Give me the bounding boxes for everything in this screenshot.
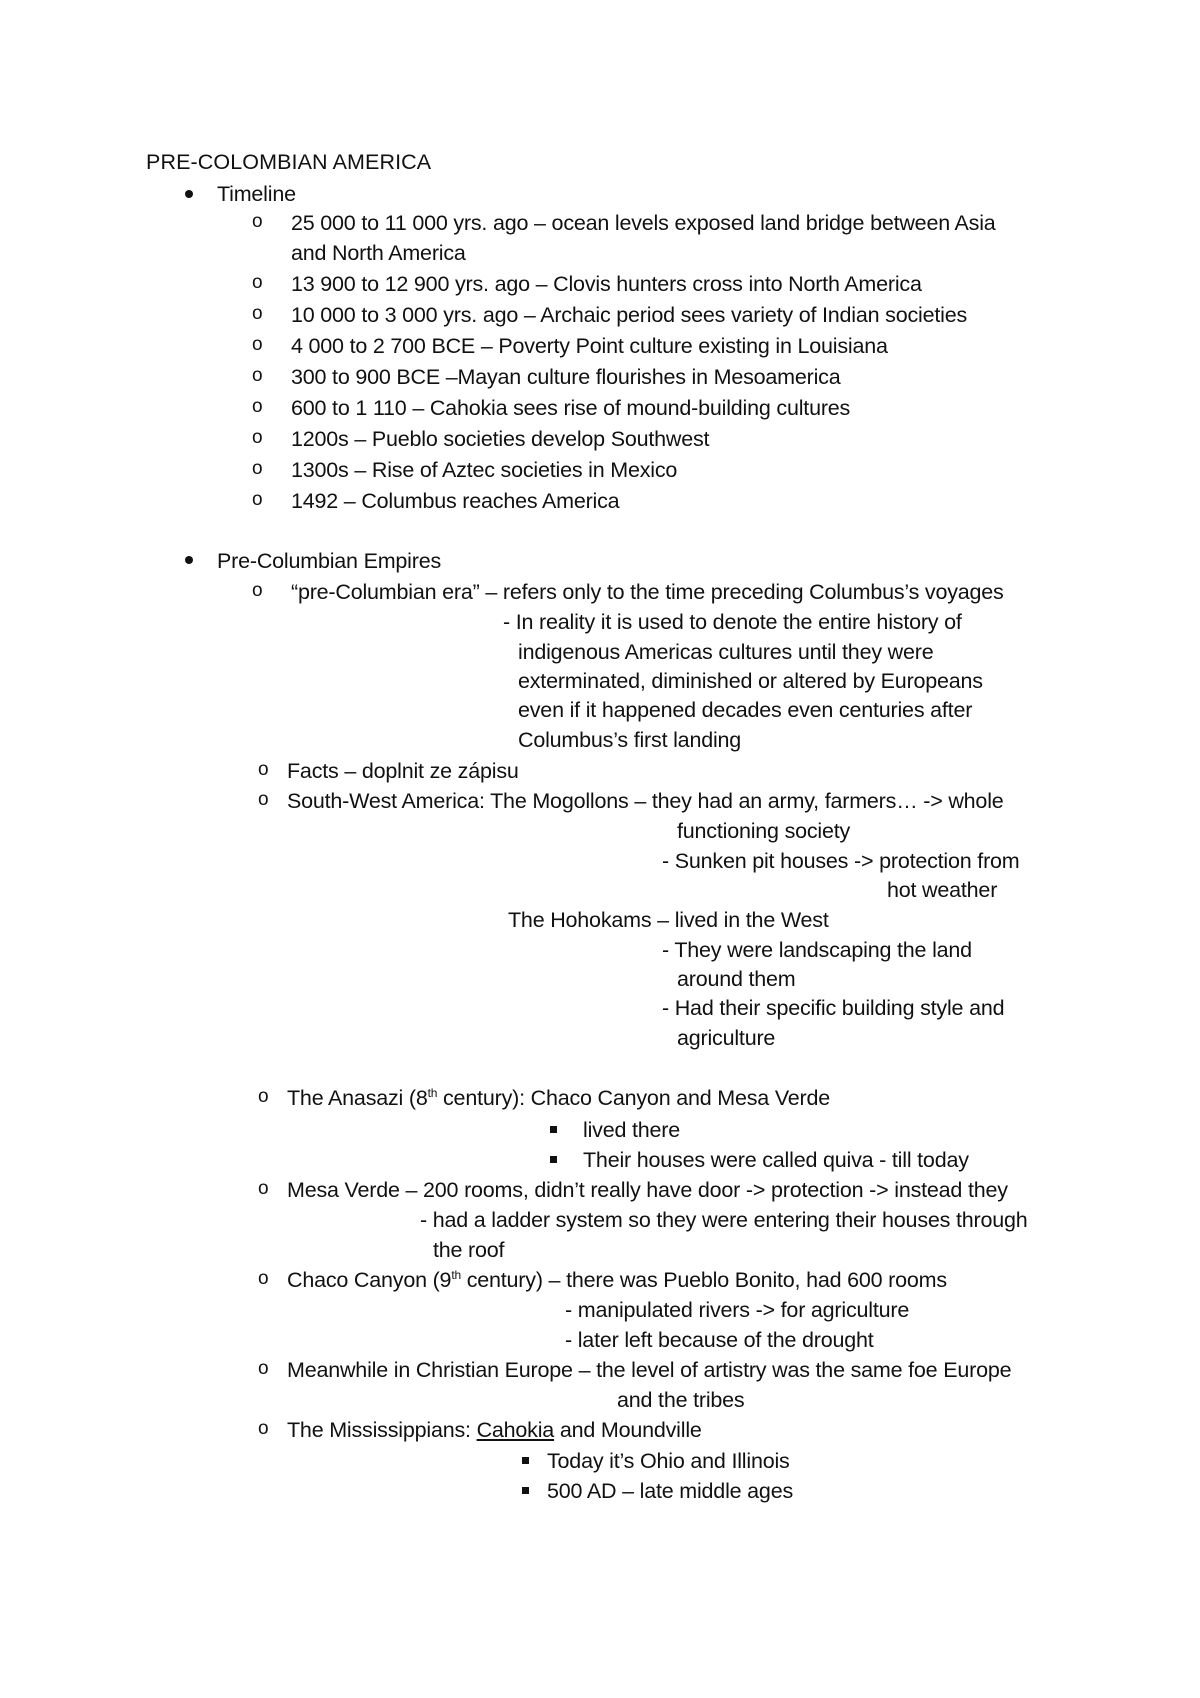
bullet-square-icon [522, 1487, 529, 1494]
bullet-circle-icon: o [252, 272, 263, 293]
europe-cont: and the tribes [617, 1388, 745, 1412]
era-note: Columbus’s first landing [518, 728, 742, 752]
southwest-line: South-West America: The Mogollons – they had an army, farmers… -> whole [287, 789, 1004, 813]
timeline-item: 300 to 900 BCE –Mayan culture flourishes in Mesoamerica [291, 365, 841, 389]
anasazi-text: century): Chaco Canyon and Mesa Verde [437, 1086, 830, 1110]
superscript: th [427, 1086, 438, 1100]
hohokams-note: - They were landscaping the land [662, 938, 972, 962]
timeline-item: 1300s – Rise of Aztec societies in Mexico [291, 458, 678, 482]
chaco-text: century) – there was Pueblo Bonito, had 600 rooms [460, 1268, 947, 1292]
timeline-item: 10 000 to 3 000 yrs. ago – Archaic period sees variety of Indian societies [291, 303, 968, 327]
era-definition: “pre-Columbian era” – refers only to the time preceding Columbus’s voyages [291, 580, 1004, 604]
era-note: exterminated, diminished or altered by Europeans [518, 669, 983, 693]
bullet-square-icon [522, 1457, 529, 1464]
timeline-item: 4 000 to 2 700 BCE – Poverty Point culture existing in Louisiana [291, 334, 888, 358]
bullet-circle-icon: o [252, 334, 263, 355]
era-note: - In reality it is used to denote the entire history of [503, 610, 962, 634]
hohokams-note-cont: agriculture [677, 1026, 776, 1050]
mississippians-sub: 500 AD – late middle ages [547, 1479, 793, 1503]
facts-line: Facts – doplnit ze zápisu [287, 759, 519, 783]
bullet-circle-icon: o [252, 580, 263, 601]
bullet-disc-icon [185, 190, 193, 198]
cahokia-text: Cahokia [476, 1418, 555, 1442]
timeline-item: 1492 – Columbus reaches America [291, 489, 620, 513]
mesa-verde-cont: the roof [433, 1238, 505, 1262]
pit-houses-note: - Sunken pit houses -> protection from [662, 849, 1020, 873]
timeline-item: 25 000 to 11 000 yrs. ago – ocean levels exposed land bridge between Asia [291, 211, 996, 235]
document-title: PRE-COLOMBIAN AMERICA [146, 150, 432, 174]
bullet-disc-icon [185, 556, 193, 564]
bullet-circle-icon: o [258, 789, 269, 810]
timeline-heading: Timeline [217, 182, 296, 206]
europe-line: Meanwhile in Christian Europe – the level of artistry was the same foe Europe [287, 1358, 1012, 1382]
era-note: even if it happened decades even centuries after [518, 698, 973, 722]
southwest-cont: functioning society [677, 819, 851, 843]
bullet-circle-icon: o [252, 489, 263, 510]
mississippians-text: The Mississippians: [287, 1418, 477, 1442]
timeline-item: 13 900 to 12 900 yrs. ago – Clovis hunters cross into North America [291, 272, 922, 296]
bullet-circle-icon: o [258, 759, 269, 780]
chaco-line [287, 1266, 947, 1294]
anasazi-text: The Anasazi (8 [287, 1086, 428, 1110]
chaco-cont: - manipulated rivers -> for agriculture [565, 1298, 910, 1322]
chaco-cont: - later left because of the drought [565, 1328, 874, 1352]
bullet-circle-icon: o [252, 303, 263, 324]
pit-houses-cont: hot weather [887, 878, 998, 902]
era-note: indigenous Americas cultures until they were [518, 640, 934, 664]
timeline-item: and North America [291, 241, 466, 265]
bullet-circle-icon: o [252, 365, 263, 386]
superscript: th [451, 1268, 461, 1282]
mississippians-line [287, 1416, 702, 1444]
anasazi-sub: Their houses were called quiva - till today [583, 1148, 969, 1172]
mississippians-text: and Moundville [554, 1418, 702, 1442]
timeline-item: 1200s – Pueblo societies develop Southwest [291, 427, 710, 451]
bullet-circle-icon: o [252, 211, 263, 232]
bullet-circle-icon: o [252, 458, 263, 479]
hohokams-line: The Hohokams – lived in the West [508, 908, 829, 932]
bullet-circle-icon: o [258, 1268, 269, 1289]
empires-heading: Pre-Columbian Empires [217, 549, 442, 573]
bullet-circle-icon: o [252, 427, 263, 448]
bullet-circle-icon: o [252, 396, 263, 417]
timeline-item: 600 to 1 110 – Cahokia sees rise of mound-building cultures [291, 396, 851, 420]
anasazi-sub: lived there [583, 1118, 680, 1142]
bullet-square-icon [550, 1126, 557, 1133]
mesa-verde-cont: - had a ladder system so they were entering their houses through [420, 1208, 1028, 1232]
mesa-verde-line: Mesa Verde – 200 rooms, didn’t really have door -> protection -> instead they [287, 1178, 1008, 1202]
bullet-circle-icon: o [258, 1418, 269, 1439]
bullet-circle-icon: o [258, 1178, 269, 1199]
hohokams-note: - Had their specific building style and [662, 996, 1005, 1020]
bullet-square-icon [550, 1156, 557, 1163]
bullet-circle-icon: o [258, 1358, 269, 1379]
bullet-circle-icon: o [258, 1086, 269, 1107]
mississippians-sub: Today it’s Ohio and Illinois [547, 1449, 790, 1473]
chaco-text: Chaco Canyon (9 [287, 1268, 452, 1292]
anasazi-line [287, 1084, 830, 1112]
hohokams-note-cont: around them [677, 967, 796, 991]
